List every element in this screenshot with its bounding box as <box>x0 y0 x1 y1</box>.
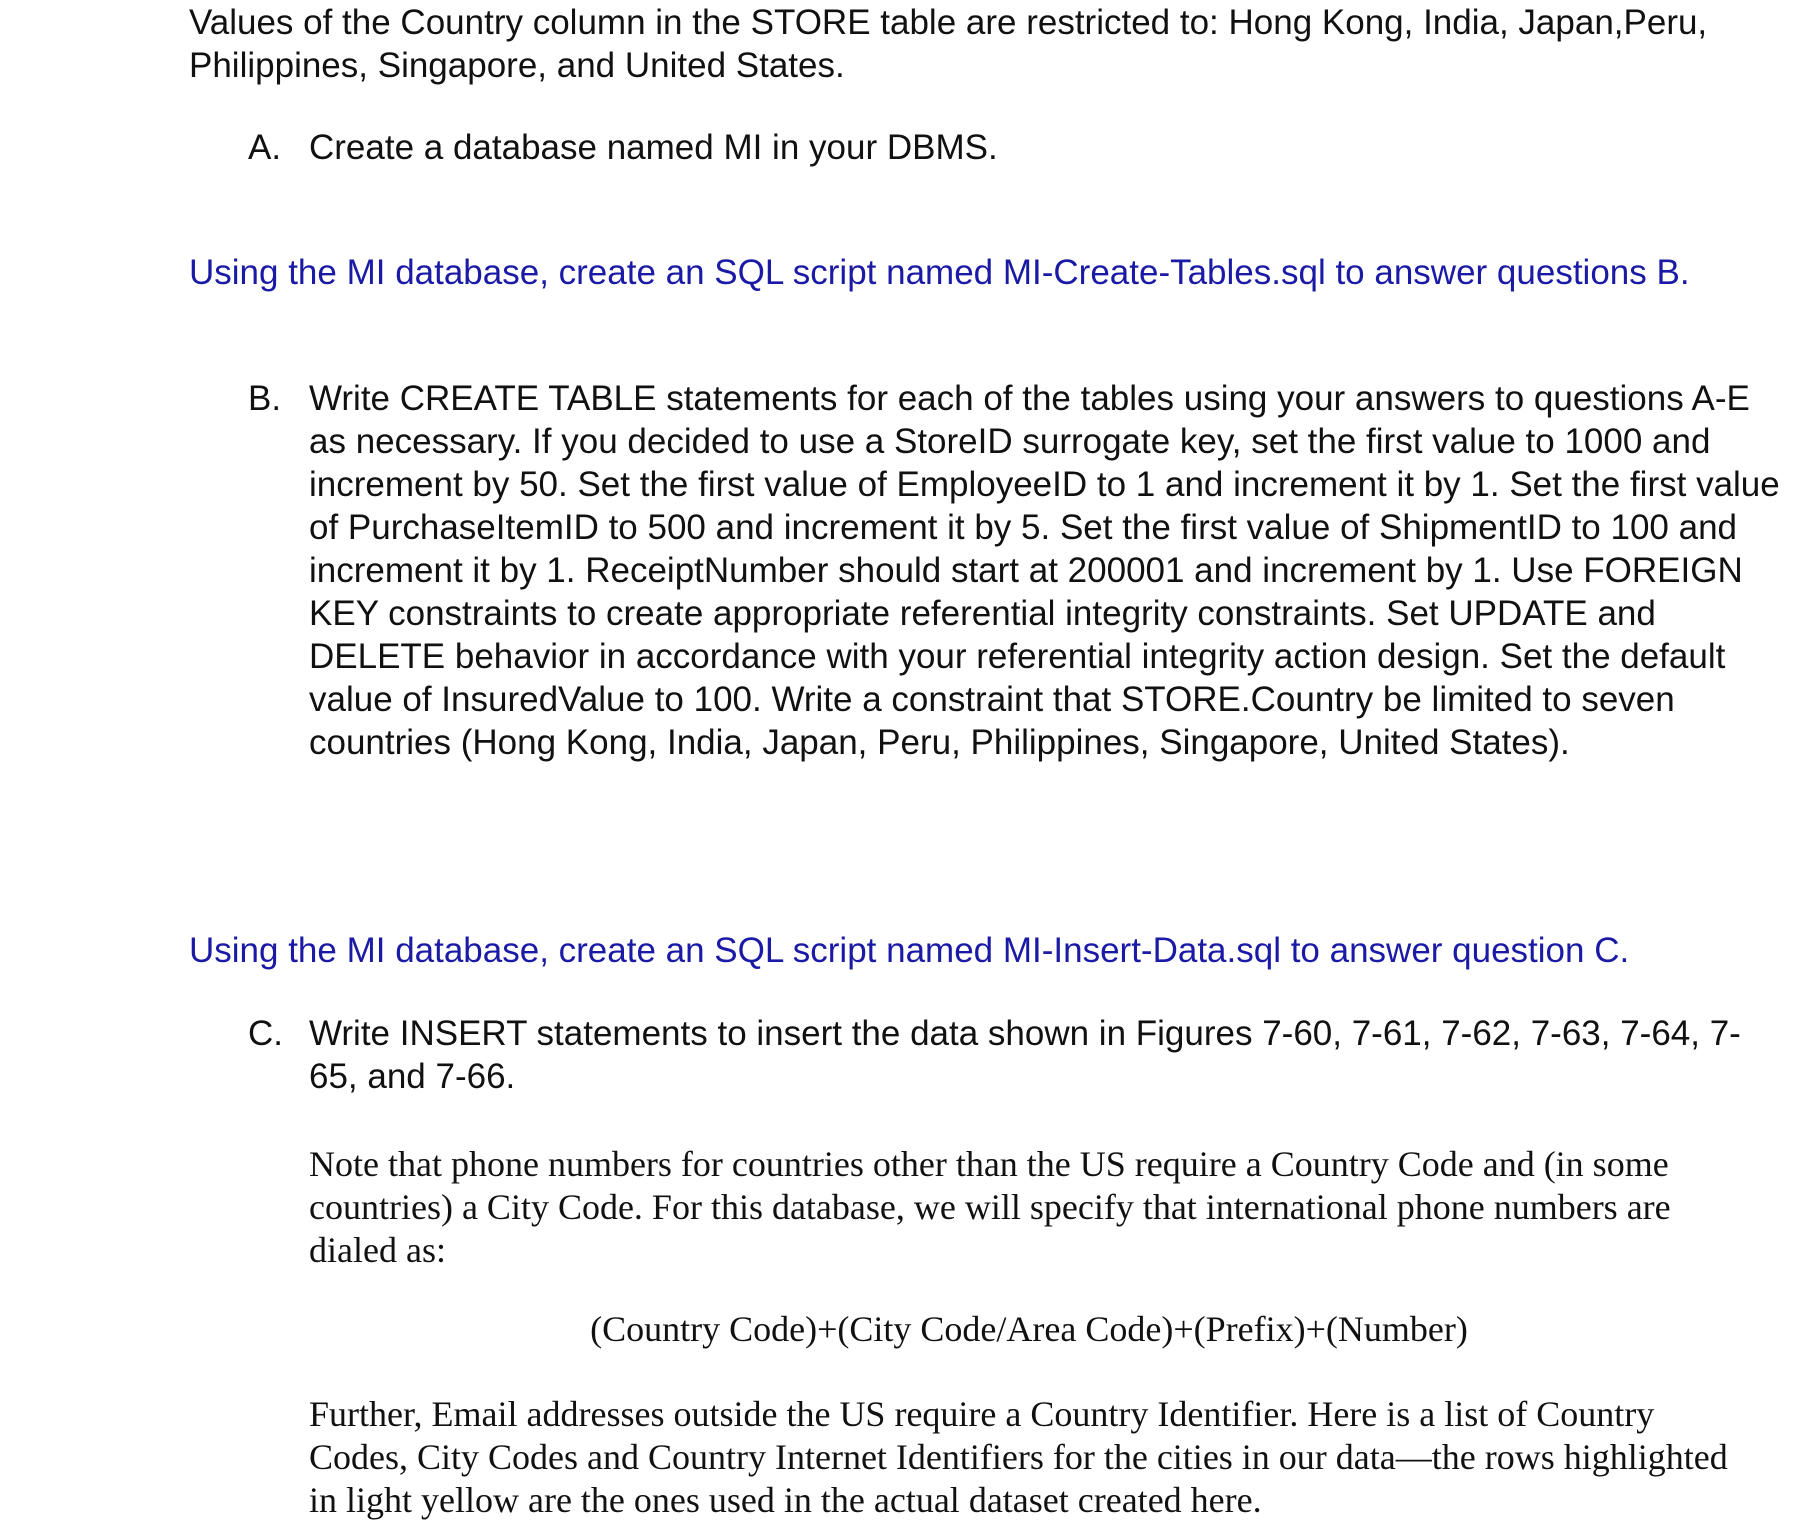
list-item-c <box>248 1012 1788 1098</box>
list-marker-b: B. <box>248 379 282 418</box>
intro-paragraph: Values of the Country column in the STORE table are restricted to: Hong Kong, India, Japan,Peru, Philippines, Singapore, and United States. <box>189 3 1708 85</box>
list-item-a-text: Create a database named MI in your DBMS. <box>309 128 998 167</box>
phone-note-paragraph: Note that phone numbers for countries other than the US require a Country Code and (in some countries) a City Code. For this database, we will specify that international phone numbers are dialed as: <box>309 1144 1671 1270</box>
list-item-b-text: Write CREATE TABLE statements for each of the tables using your answers to questions A-E as necessary. If you decided to use a StoreID surrogate key, set the first value to 1000 and increment by 50. Set the first value of EmployeeID to 1 and increment it by 1. Set the first value of PurchaseItemID to 500 and increment it by 5. Set the first value of ShipmentID to 100 and increment it by 1. ReceiptNumber should start at 200001 and increment by 1. Use FOREIGN KEY constraints to create appropriate referential integrity constraints. Set UPDATE and DELETE behavior in accordance with your referential integrity action design. Set the default value of InsuredValue to 100. Write a constraint that STORE.Country be limited to seven countries (Hong Kong, India, Japan, Peru, Philippines, Singapore, United States). <box>309 379 1780 762</box>
list-item-c-text: Write INSERT statements to insert the data shown in Figures 7-60, 7-61, 7-62, 7-63, 7-64, 7-65, and 7-66. <box>309 1014 1741 1096</box>
list-marker-c: C. <box>248 1014 283 1053</box>
phone-format-formula: (Country Code)+(City Code/Area Code)+(Prefix)+(Number) <box>590 1309 1468 1349</box>
section-heading-insert-data: Using the MI database, create an SQL script named MI-Insert-Data.sql to answer question C. <box>189 931 1630 970</box>
section-heading-create-tables: Using the MI database, create an SQL script named MI-Create-Tables.sql to answer questions B. <box>189 253 1690 292</box>
list-item-a <box>248 126 1788 169</box>
list-item-b <box>248 377 1788 764</box>
list-marker-a: A. <box>248 128 282 167</box>
email-note-paragraph: Further, Email addresses outside the US require a Country Identifier. Here is a list of Country Codes, City Codes and Country Internet Identifiers for the cities in our data—the rows highlighted in light yellow are the ones used in the actual dataset created here. <box>309 1394 1728 1520</box>
